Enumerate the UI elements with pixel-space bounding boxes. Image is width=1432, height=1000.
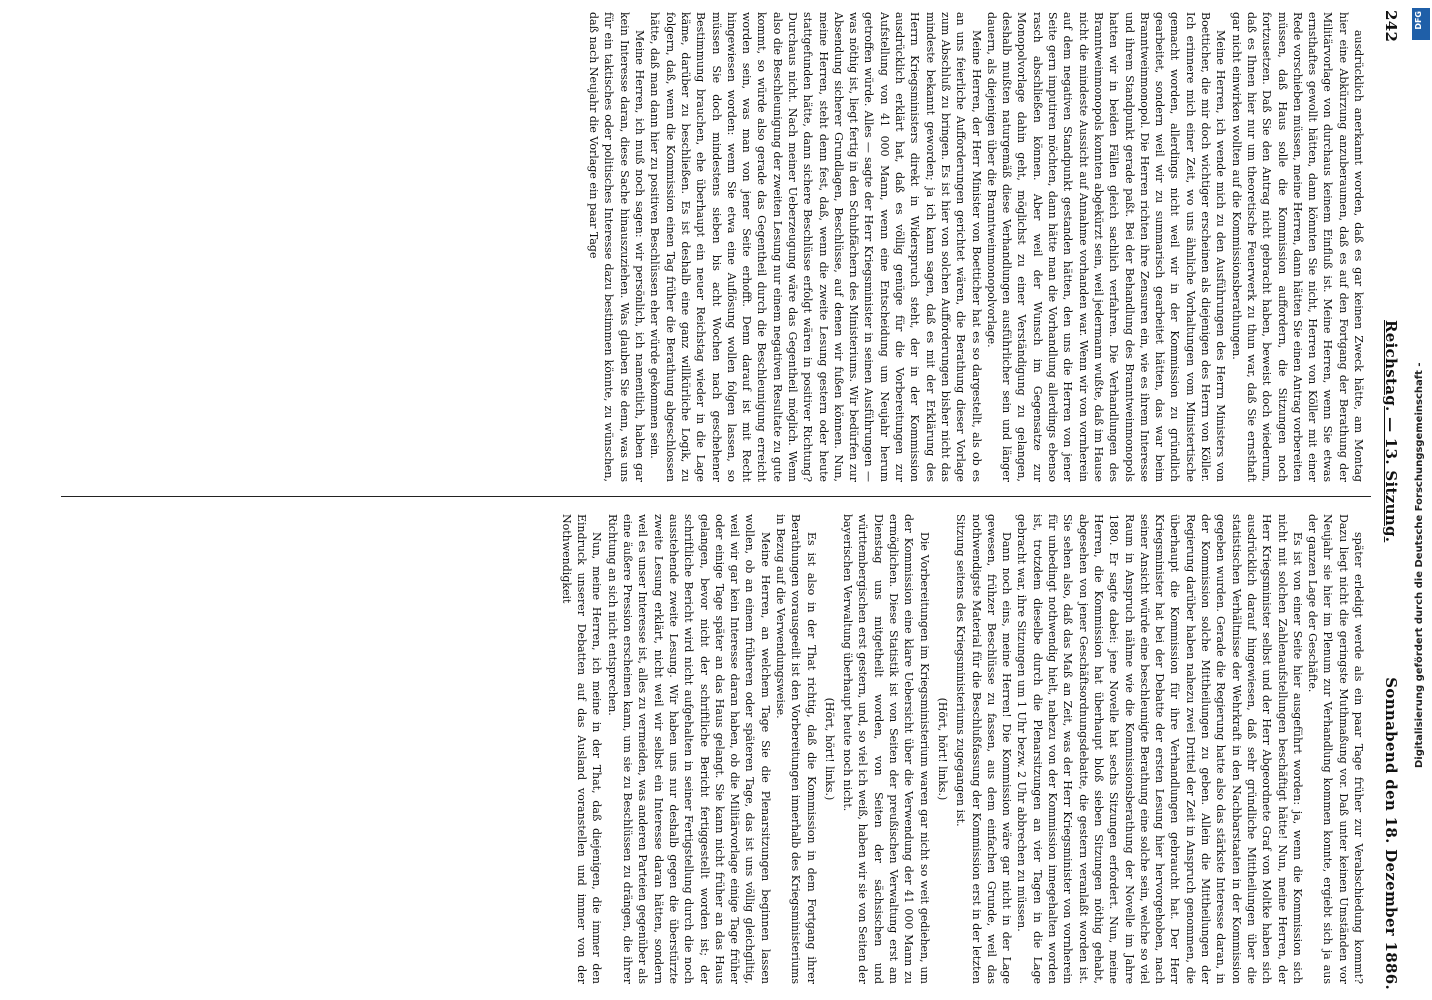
dfg-logo-text: DFG [1414,11,1423,30]
paragraph: später erledigt werde als ein paar Tage früher zur Verabschiedung kommt? Dazu liegt nicht die geringste Muthmaßung vor. Daß unter keinen Umständen vor Neujahr sie hier im Plenum zur Verhandlung kommen konnte, ergiebt sich ja aus der ganzen Lage der Geschäfte. [1306,514,1365,984]
column-divider [61,496,1371,497]
session-date: Sonnabend den 18. Dezember 1886. [1382,677,1400,990]
paragraph: Es ist von einer Seite hier ausgeführt worden: ja, wenn die Kommission sich nicht mit solchen Zahlenaufstellungen beschäftigt hätte! Nun, meine Herren, der Herr Kriegsminister selbst und der Herr Abgeordnete Graf von Moltke haben sich ausdrücklich darauf hingewiesen, daß sehr gründliche Mittheilungen über die statistischen Verhältnisse der Wehrkraft in den Nachbarstaaten in der Kommission gegeben wurden. Gerade die Regierung hatte also das stärkste Interesse daran, in der Kommission solche Mittheilungen zu geben. Allein die Mittheilungen der Regierung darüber haben nahezu zwei Drittel der Zeit in Anspruch genommen, die überhaupt die Kommission für ihre Verhandlungen gebraucht hat. Der Herr Kriegsminister hat bei der Debatte der ersten Lesung hier hervorgehoben, nach seiner Ansicht würde eine beschleunigte Berathung eine solche sein, welche so viel Raum in Anspruch nähme wie die Kommissionsberathung der Novelle im Jahre 1880. Er sagte dabei: jene Novelle hat sechs Sitzungen erfordert. Nun, meine Herren, die Kommission hat überhaupt bloß sieben Sitzungen nöthig gehabt, abgesehen von jener Geschäftsordnungsdebatte, die gestern veranlaßt worden ist. Sie sehen also, daß das Maß an Zeit, was der Herr Kriegsminister von vornherein für unbedingt nothwendig hielt, nahezu von der Kommission innegehalten worden ist, trotzdem dieselbe durch die Plenarsitzungen an vier Tagen in die Lage gebracht war, ihre Sitzungen um 1 Uhr bezw. 2 Uhr abbrechen zu müssen. [1015,514,1304,984]
dfg-credit-strip [1390,8,1430,768]
paragraph: Meine Herren, an welchem Tage Sie die Plenarsitzungen beginnen lassen wollen, ob an einem früheren oder späteren Tage, das ist uns völlig gleichgiltig, weil wir gar kein Interesse daran haben, ob die Militärvorlage einige Tage früher oder einige Tage später an das Haus gelangt. Sie kann nicht früher an das Haus gelangen, bevor nicht der schriftliche Bericht fertiggestellt worden ist; der schriftliche Bericht wird nicht aufgehalten in seiner Fertigstellung durch die noch ausstehende zweite Lesung. Wir haben uns nur deshalb gegen die überstürzte zweite Lesung erklärt, nicht weil wir selbst ein Interesse daran hätten, sondern weil es unser Interesse ist, alles zu vermeiden, was anderen Parteien gegenüber als eine äußere Pression erscheinen kann, um sie zu Beschlüssen zu drängen, die ihrer Richtung an sich nicht entsprechen. [605,514,772,984]
paragraph: ausdrücklich anerkannt worden, daß es gar keinen Zweck hätte, am Montag hier eine Abkürzung anzuberaumen, daß es auf den Fortgang der Berathung der Militärvorlage von durchaus keinem Einfluß ist. Meine Herren, wenn Sie etwas ernsthaftes gewollt hätten, dann könnten Sie nicht, Herren von Köller mit einer Rede vorschieben müssen, meine Herren, dann hätten Sie einen Antrag vorbereiten müssen, daß Haus solle die Kommission auffordern, die Sitzungen noch fortzusetzen. Daß Sie den Antrag nicht gebracht haben, beweist doch wiederum, daß es Ihnen hier nur um theoretische Feuerwerk zu thun war, daß Sie ernsthaft gar nicht einwirken wollten auf die Kommissionsberathungen. [1229,12,1365,482]
paragraph: Die Vorbereitungen im Kriegsministerium waren gar nicht so weit gediehen, um der Kommission eine klare Uebersicht über die Verwendung der 41 000 Mann zu ermöglichen. Diese Statistik ist von Seiten der preußischen Verwaltung erst am Dienstag uns mitgetheilt worden, von Seiten der sächsischen und württembergischen erst gestern, und, so viel ich weiß, haben wir sie von Seiten der bayerischen Verwaltung überhaupt heute noch nicht. [841,514,931,984]
dfg-credit-text: Digitalisierung gefördert durch die Deutsche Forschungsgemeinschaft - [1414,362,1425,768]
text-column-right [46,514,1366,984]
paragraph: Meine Herren, ich muß noch sagen: wir persönlich, ich namentlich, haben gar kein Interesse daran, diese Sache hinauszuziehen. Was glauben Sie denn, was uns für ein taktisches oder politisches Interesse dazu bestimmen könnte, zu wünschen, daß nach Neujahr die Vorlage ein paar Tage [587,12,647,482]
paragraph: Meine Herren, ich wende mich zu den Ausführungen des Herrn Ministers von Boetticher, die mir doch wichtiger erscheinen als diejenigen des Herrn von Köller. Ich erinnere mich einer Zeit, wo uns ähnliche Vorhaltungen vom Ministertische gemacht worden, allerdings nicht weil wir in der Kommission zu gründlich gearbeitet, sondern weil wir zu summarisch gearbeitet hätten, das war beim Branntweinmonopol. Die Herren richten ihre Zensuren ein, wie es ihrem Interesse und ihrem Standpunkt gerade paßt. Bei der Behandlung des Branntweinmonopols hatten wir in beiden Fällen gleich sachlich verfahren. Die Verhandlungen des Branntweinmonopols konnten abgekürzt sein, weil jedermann wußte, daß im Hause nicht die mindeste Aussicht auf Annahme vorhanden war. Wenn wir von vornherein auf dem negativen Standpunkt gestanden hätten, den uns die Herren von jener Seite gern imputiren möchten, dann hätte man die Vorhandlung allerdings ebenso rasch abschließen können. Aber weil der Wunsch im Gegensatze zur Monopolvorlage dahin geht, möglichst zu einer Verständigung zu gelangen, deshalb mußten naturgemäß diese Verhandlungen ausführlicher sein und länger dauern, als diejenigen über die Branntweinmonopolvorlage. [984,12,1228,482]
running-title-text: Reichstag. — 13. Sitzung. [1382,320,1400,543]
paragraph: Nun, meine Herren, ich meine in der That, daß diejenigen, die immer den Eindruck unserer Debatten auf das Ausland voranstellen und immer von der Nothwendigkeit [559,514,604,984]
dfg-logo [1412,8,1430,40]
interjection: (Hört, hört! links.) [935,697,949,801]
text-column-left [46,12,1366,482]
page-number: 242 [1382,10,1400,43]
rotated-page [16,0,1416,1000]
paragraph: Meine Herren, der Herr Minister von Boetticher hat es so dargestellt, als ob es an uns feierliche Aufforderungen gerichtet wären, die Berathung dieser Vorlage zum Abschluß zu bringen. Es ist hier von solchen Aufforderungen bisher nicht das mindeste bekannt geworden; ja ich kann sagen, daß es mit der Erklärung des Herrn Kriegsministers direkt in Widerspruch steht, der in der Kommission ausdrücklich erklärt hat, daß es völlig genüge für die Vorbereitungen zur Aufstellung von 41 000 Mann, wenn eine Entscheidung um Neujahr herum getroffen würde. Alles — sagte der Herr Kriegsminister in seinen Ausführungen — was nöthig ist, liegt fertig in den Schubfächern des Ministeriums. Wir bedürfen zur Absendung sicherer Grundlagen, Beschlüsse, auf denen wir fußen können. Nun, meine Herren, steht denn fest, daß, wenn die zweite Lesung gestern oder heute stattgefunden hätte, dann sichere Beschlüsse erfolgt wären in positiver Richtung? Durchaus nicht. Nach meiner Ueberzeugung wäre das Gegentheil möglich. Wenn also die Beschleunigung der zweiten Lesung nur einem negativen Resultate zu gute kommt, so würde also gerade das Gegentheil durch die Beschleunigung erreicht worden sein, was man von jener Seite erhofft. Denn darauf ist mit Recht hingewiesen worden: wenn Sie etwa eine Auflösung wollen folgen lassen, so müssen Sie doch mindestens sieben bis acht Wochen nach geschehener Bestimmung brauchen, ehe überhaupt ein neuer Reichstag wieder in die Lage käme, darüber zu beschließen. Es ist deshalb eine ganz willkürliche Logik, zu folgern, daß, wenn die Kommission einen Tag früher die Berathung abgeschlossen hätte, daß man dann hier zu positiven Beschlüssen eher würde gekommen sein. [648,12,983,482]
paragraph: Es ist also in der That richtig, daß die Kommission in dem Fortgang ihrer Berathungen vorausgeeilt ist den Vorbereitungen innerhalb des Kriegsministeriums in Bezug auf die Verwendungsweise. [774,514,818,984]
interjection: (Hört, hört! links.) [822,697,836,801]
paragraph: Dann noch eins, meine Herren! Die Kommission wäre gar nicht in der Lage gewesen, frühzer Beschlüsse zu fassen, aus dem einfachen Grunde, weil das nothwendigste Material für die Beschlußfassung der Kommission erst in der letzten Sitzung seitens des Kriegsministeriums zugegangen ist. [954,514,1014,984]
